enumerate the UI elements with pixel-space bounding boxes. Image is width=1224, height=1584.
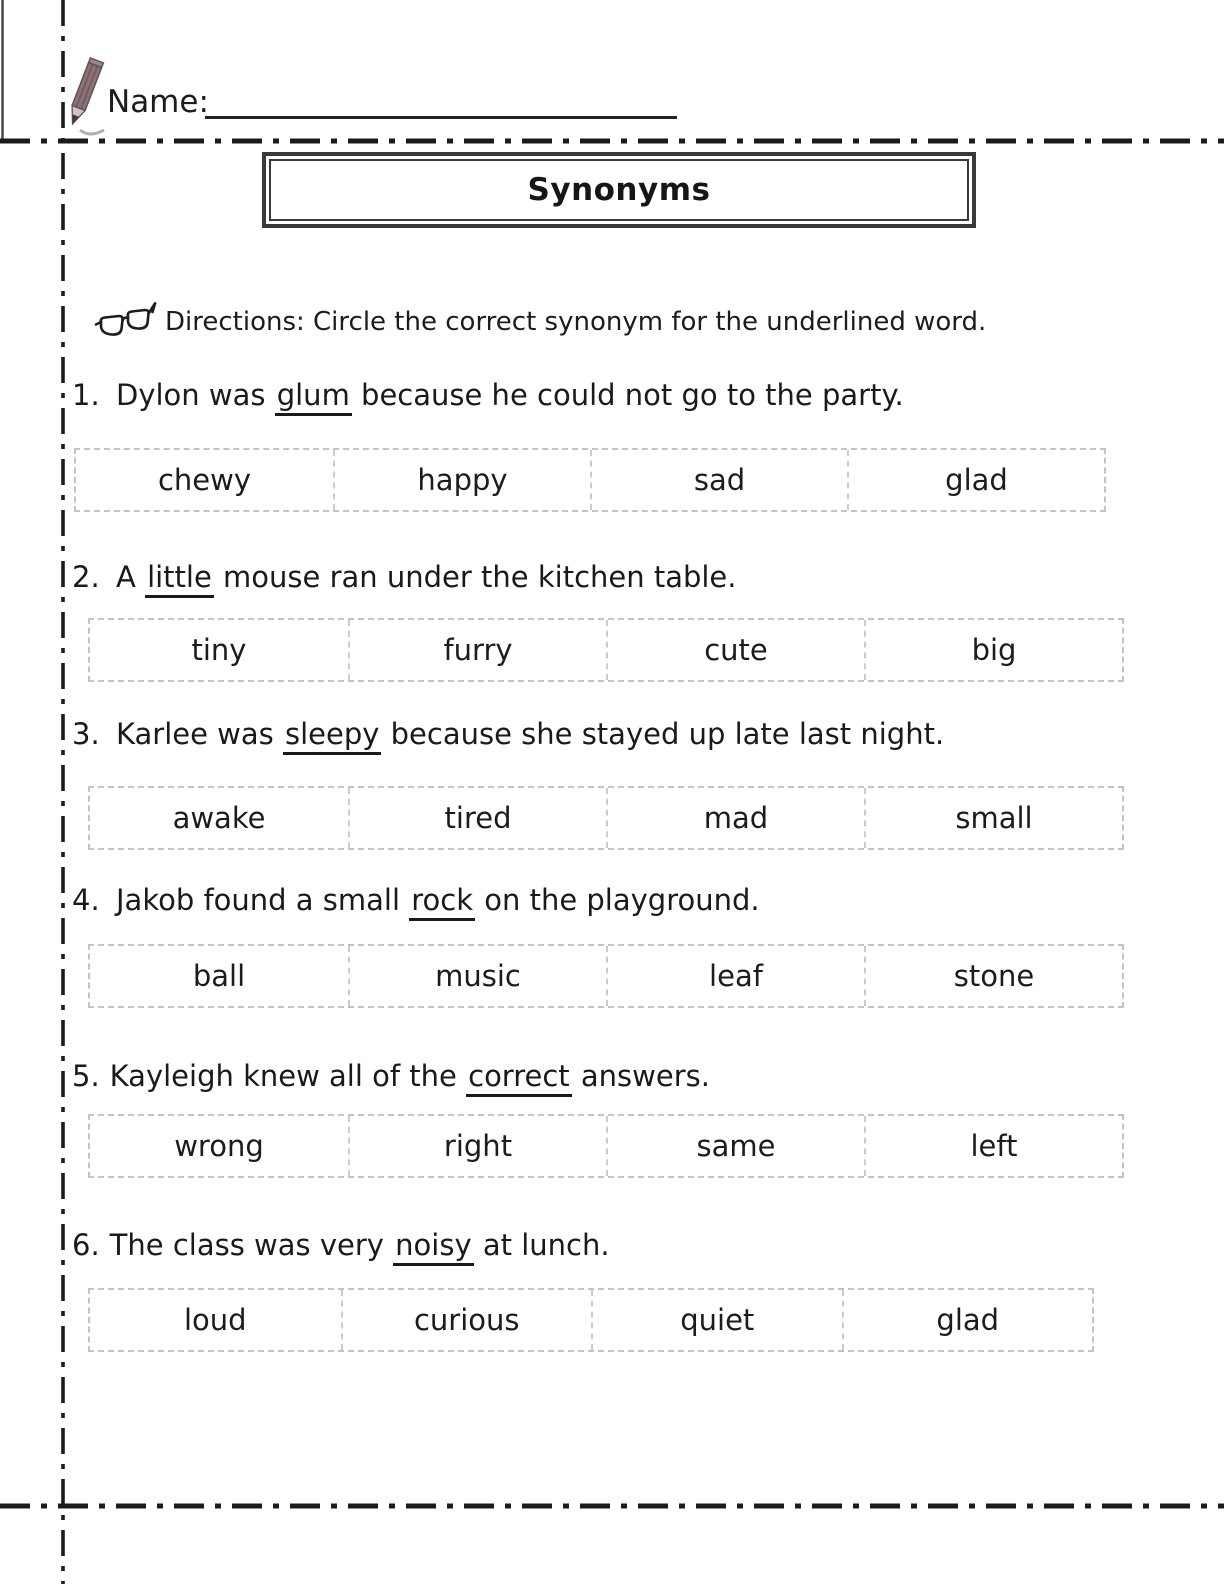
question-sentence-pre: A — [116, 560, 146, 594]
option-cell[interactable] — [348, 788, 606, 848]
option-cell[interactable] — [348, 946, 606, 1006]
underlined-word: glum — [275, 378, 352, 416]
title-inner-border — [269, 159, 969, 221]
question-sentence-pre: Dylon was — [116, 378, 275, 412]
option-label: loud — [183, 1303, 247, 1337]
question-number: 6. — [72, 1228, 100, 1262]
question-5 — [72, 1059, 1172, 1093]
question-sentence-pre: Karlee was — [116, 717, 283, 751]
option-cell[interactable] — [591, 1290, 842, 1350]
question-sentence-post: at lunch. — [473, 1228, 610, 1262]
question-sentence-post: mouse ran under the kitchen table. — [213, 560, 737, 594]
option-cell[interactable] — [348, 620, 606, 680]
option-cell[interactable] — [76, 450, 333, 510]
option-cell[interactable] — [90, 620, 348, 680]
option-cell[interactable] — [341, 1290, 592, 1350]
option-cell[interactable] — [606, 946, 864, 1006]
option-label: sad — [693, 463, 746, 497]
answer-row-5 — [88, 1114, 1124, 1178]
option-cell[interactable] — [90, 1116, 348, 1176]
option-cell[interactable] — [864, 946, 1122, 1006]
question-number: 4. — [72, 883, 100, 917]
title-box — [262, 152, 976, 228]
question-sentence-post: because she stayed up late last night. — [381, 717, 945, 751]
option-label: big — [971, 633, 1017, 667]
option-label: curious — [413, 1303, 520, 1337]
option-cell[interactable] — [864, 1116, 1122, 1176]
underlined-word: noisy — [393, 1228, 473, 1266]
underlined-word: little — [145, 560, 214, 598]
option-cell[interactable] — [90, 1290, 341, 1350]
worksheet-title: Synonyms — [527, 172, 711, 208]
option-label: wrong — [174, 1129, 264, 1163]
question-4 — [72, 883, 1172, 917]
option-cell[interactable] — [90, 946, 348, 1006]
name-field[interactable] — [205, 86, 677, 119]
option-label: glad — [936, 1303, 1000, 1337]
option-label: ball — [192, 959, 246, 993]
option-label: awake — [172, 801, 266, 835]
option-label: same — [696, 1129, 776, 1163]
option-cell[interactable] — [864, 788, 1122, 848]
option-cell[interactable] — [606, 1116, 864, 1176]
question-sentence-post: on the playground. — [475, 883, 760, 917]
answer-row-2 — [88, 618, 1124, 682]
answer-row-1 — [74, 448, 1106, 512]
option-label: cute — [704, 633, 768, 667]
option-label: tiny — [191, 633, 247, 667]
option-cell[interactable] — [842, 1290, 1093, 1350]
option-label: mad — [703, 801, 769, 835]
option-cell[interactable] — [348, 1116, 606, 1176]
answer-row-6 — [88, 1288, 1094, 1352]
question-number: 1. — [72, 378, 100, 412]
option-label: stone — [953, 959, 1035, 993]
question-sentence-pre: Kayleigh knew all of the — [109, 1059, 467, 1093]
answer-row-4 — [88, 944, 1124, 1008]
option-cell[interactable] — [333, 450, 590, 510]
underlined-word: sleepy — [283, 717, 381, 755]
question-2 — [72, 560, 1172, 594]
question-sentence-pre: The class was very — [109, 1228, 394, 1262]
question-number: 5. — [72, 1059, 100, 1093]
option-cell[interactable] — [864, 620, 1122, 680]
question-number: 2. — [72, 560, 100, 594]
option-cell[interactable] — [590, 450, 847, 510]
option-label: chewy — [157, 463, 252, 497]
option-label: music — [435, 959, 521, 993]
option-label: small — [955, 801, 1033, 835]
option-label: quiet — [680, 1303, 755, 1337]
question-sentence-post: answers. — [571, 1059, 710, 1093]
eyeglasses-icon — [93, 300, 157, 348]
question-sentence-pre: Jakob found a small — [116, 883, 410, 917]
option-label: tired — [444, 801, 512, 835]
option-label: glad — [945, 463, 1008, 497]
question-6 — [72, 1228, 1172, 1262]
option-label: leaf — [709, 959, 763, 993]
option-label: furry — [443, 633, 513, 667]
question-sentence-post: because he could not go to the party. — [351, 378, 904, 412]
option-cell[interactable] — [90, 788, 348, 848]
underlined-word: rock — [409, 883, 475, 921]
option-cell[interactable] — [606, 788, 864, 848]
question-1 — [72, 378, 1172, 412]
option-cell[interactable] — [606, 620, 864, 680]
option-cell[interactable] — [847, 450, 1104, 510]
pencil-icon — [60, 54, 112, 138]
answer-row-3 — [88, 786, 1124, 850]
question-3 — [72, 717, 1172, 751]
question-number: 3. — [72, 717, 100, 751]
directions-text: Directions: Circle the correct synonym for the underlined word. — [165, 307, 987, 337]
option-label: happy — [417, 463, 508, 497]
option-label: left — [970, 1129, 1018, 1163]
option-label: right — [443, 1129, 513, 1163]
name-label: Name: — [107, 84, 209, 120]
underlined-word: correct — [466, 1059, 572, 1097]
